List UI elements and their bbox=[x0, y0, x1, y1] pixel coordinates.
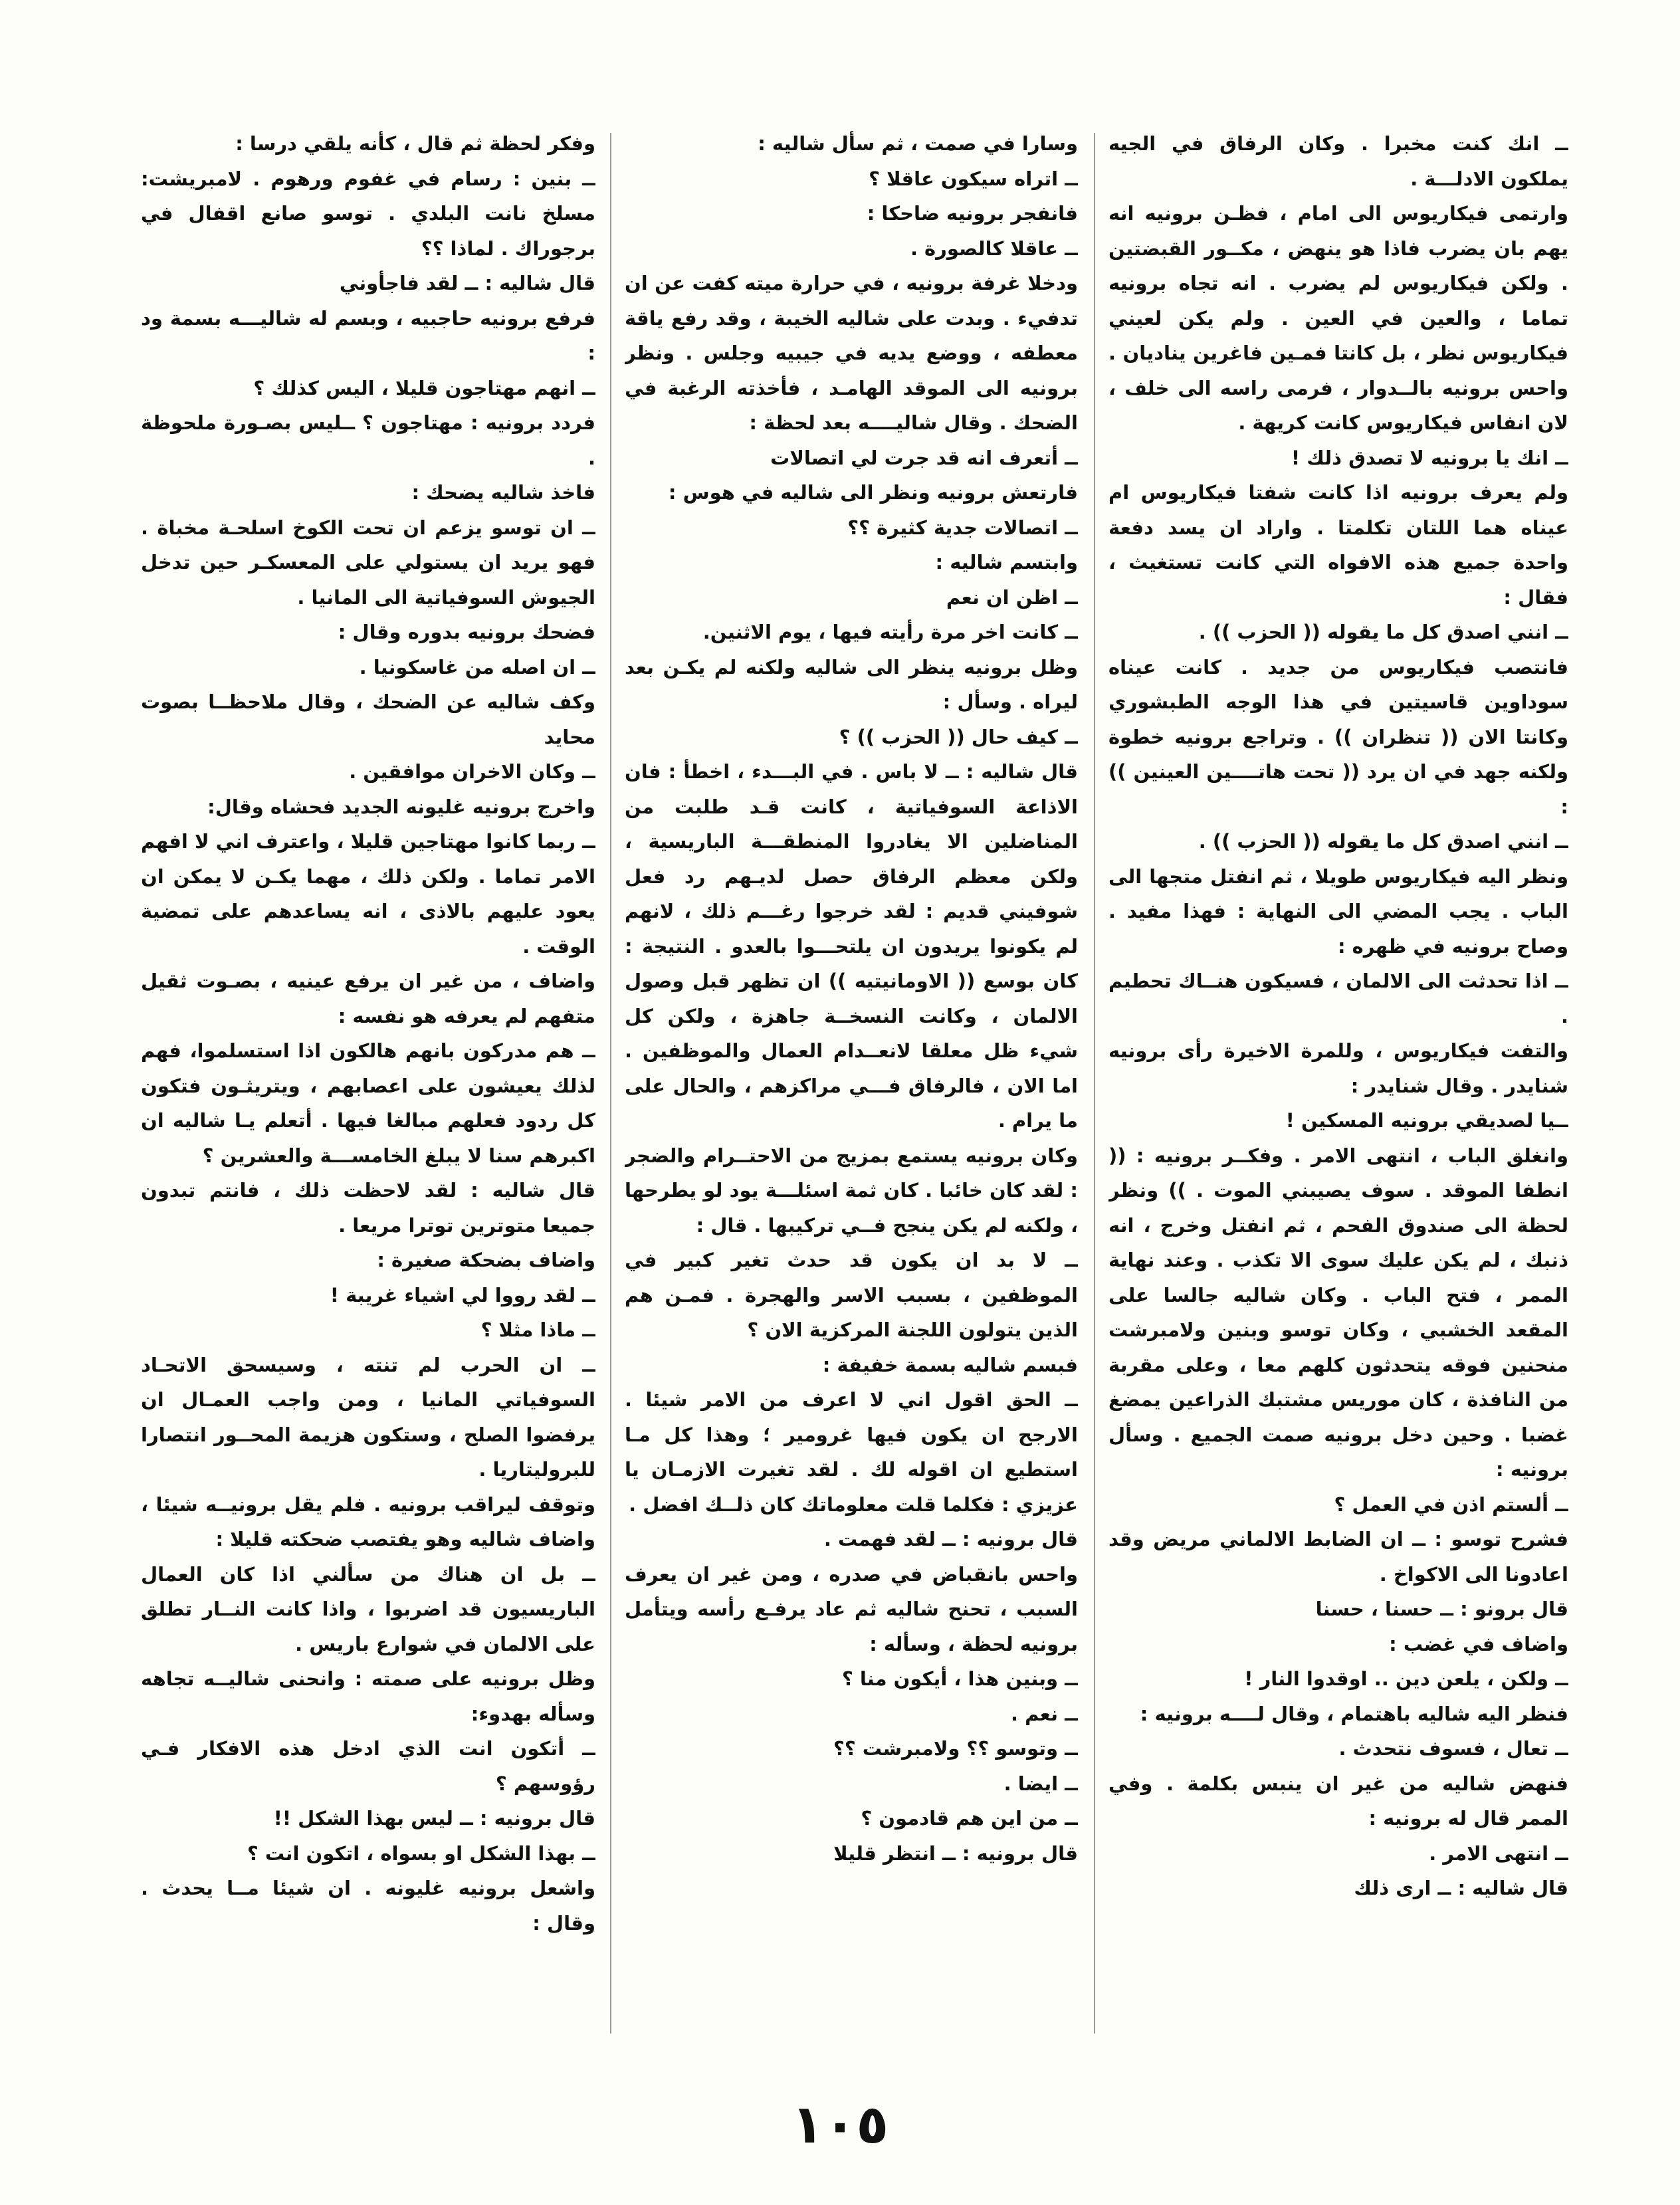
paragraph: ــ أتعرف انه قد جرت لي اتصالات bbox=[770, 446, 1078, 469]
paragraph: فنظر اليه شاليه باهتمام ، وقال لــــه برونيه : bbox=[1140, 1702, 1568, 1725]
paragraph: ــ الحق اقول اني لا اعرف من الامر شيئا . الارجح ان يكون فيها غرومير ؛ وهذا كل مـا استطيع ان اقوله لك . لقد تغيرت الازمـان يا عزيزي : فكلما قلت معلوماتك كان ذلــك افضل . bbox=[625, 1388, 1078, 1516]
paragraph: ــ وكان الاخران موافقين . bbox=[349, 760, 595, 783]
paragraph: ــ لا بد ان يكون قد حدث تغير كبير في الموظفين ، بسبب الاسر والهجرة . فمـن هم الذين يتولون اللجنة المركزية الان ؟ bbox=[625, 1249, 1078, 1341]
paragraph: فردد برونيه : مهتاجون ؟ ــليس بصـورة ملحوظة . bbox=[141, 411, 595, 469]
paragraph: ــ أتكون انت الذي ادخل هذه الافكار فـي رؤوسهم ؟ bbox=[141, 1737, 595, 1795]
paragraph: وسارا في صمت ، ثم سأل شاليه : bbox=[758, 132, 1078, 155]
paragraph: فانتصب فيكاريوس من جديد . كانت عيناه سوداوين قاسيتين في هذا الوجه الطبشوري وكانتا الان (( تنظران )) . وتراجع برونيه خطوة ولكنه جهد في ان يرد (( تحت هاتــــين العينين )) : bbox=[1108, 655, 1568, 818]
paragraph: ــ ان الحرب لم تنته ، وسيسحق الاتحـاد السوفياتي المانيا ، ومن واجب العمـال ان يرفضوا الصلح ، وستكون هزيمة المحــور انتصارا للبروليتاريا . bbox=[141, 1353, 595, 1481]
paragraph: ــ هم مدركون بانهم هالكون اذا استسلموا، فهم لذلك يعيشون على اعصابهم ، ويتريثـون فتكون كل ردود فعلهم مبالغا فيها . أتعلم يـا شاليه ان اكبرهم سنا لا يبلغ الخامســـة والعشرين ؟ bbox=[141, 1039, 595, 1167]
paragraph: واضاف ، من غير ان يرفع عينيه ، بصـوت ثقيل متفهم لم يعرفه هو نفسه : bbox=[141, 970, 595, 1027]
paragraph: ــ ايضا . bbox=[1003, 1772, 1078, 1795]
paragraph: ــ من اين هم قادمون ؟ bbox=[861, 1807, 1078, 1830]
paragraph: ــ انهم مهتاجون قليلا ، اليس كذلك ؟ bbox=[253, 376, 595, 399]
paragraph: والتفت فيكاريوس ، وللمرة الاخيرة رأى برونيه شنايدر . وقال شنايدر : bbox=[1108, 1039, 1568, 1097]
paragraph: ــ انني اصدق كل ما يقوله (( الحزب )) . bbox=[1198, 621, 1568, 643]
paragraph: واضاف في غضب : bbox=[1389, 1632, 1568, 1655]
paragraph: ــ نعم . bbox=[1010, 1702, 1078, 1725]
paragraph: قال برونيه : ــ لقد فهمت . bbox=[823, 1528, 1078, 1550]
paragraph: ــ ان توسو يزعم ان تحت الكوخ اسلحـة مخباة . فهو يريد ان يستولي على المعسكـر حين تدخل الجيوش السوفياتية الى المانيا . bbox=[141, 516, 595, 609]
paragraph: قال برونيه : ــ ليس بهذا الشكل !! bbox=[273, 1807, 595, 1830]
paragraph: وكف شاليه عن الضحك ، وقال ملاحظــا بصوت محايد bbox=[141, 690, 595, 748]
paragraph: ــ اظن ان نعم bbox=[946, 585, 1078, 609]
paragraph: وتوقف ليراقب برونيه . فلم يقل برونيــه شيئا ، واضاف شاليه وهو يفتصب ضحكته قليلا : bbox=[141, 1493, 595, 1550]
paragraph: ــ انتهى الامر . bbox=[1429, 1841, 1568, 1865]
paragraph: فشرح توسو : ــ ان الضابط الالماني مريض وقد اعادونا الى الاكواخ . bbox=[1108, 1528, 1568, 1586]
paragraph: ــيا لصديقي برونيه المسكين ! bbox=[1285, 1109, 1568, 1132]
paragraph: وارتمى فيكاريوس الى امام ، فظـن برونيه انه يهم بان يضرب فاذا هو ينهض ، مكــور القبضتين . ولكن فيكاريوس لم يضرب . انه تجاه برونيه تماما ، والعين في العين . ولم يكن لعيني فيكاريوس نظر ، بل كانتا فمـين فاغرين يناديان . واحس برونيه بالــدوار ، فرمى راسه الى خلف ، لان انفاس فيكاريوس كانت كريهة . bbox=[1108, 202, 1568, 434]
paragraph: ــ انك يا برونيه لا تصدق ذلك ! bbox=[1291, 446, 1568, 469]
paragraph: فانفجر برونيه ضاحكا : bbox=[867, 202, 1078, 225]
paragraph: وظل برونيه ينظر الى شاليه ولكنه لم يكـن بعد ليراه . وسأل : bbox=[625, 655, 1078, 713]
paragraph: واشعل برونيه غليونه . ان شيئا مــا يحدث . وقال : bbox=[141, 1877, 595, 1935]
paragraph: فاخذ شاليه يضحك : bbox=[411, 481, 595, 504]
paragraph: ونظر اليه فيكاريوس طويلا ، ثم انفتل متجها الى الباب . يجب المضي الى النهاية : فهذا مفيد . وصاح برونيه في ظهره : bbox=[1108, 865, 1568, 958]
paragraph: ــ بهذا الشكل او بسواه ، اتكون انت ؟ bbox=[247, 1841, 595, 1865]
text-column-middle bbox=[625, 126, 1078, 2040]
page-number: ١٠٥ bbox=[791, 2093, 889, 2155]
column-divider bbox=[1094, 133, 1095, 2034]
paragraph: فضحك برونيه بدوره وقال : bbox=[338, 621, 595, 643]
paragraph: قال شاليه : ــ لا باس . في البـــدء ، اخطأ : فان الاذاعة السوفياتية ، كانت قـد طلبت من المناضلين الا يغادروا المنطقـــة الباريسية ، ولكن معظم الرفاق حصل لديـهم رد فعل شوفيني قديم : لقد خرجوا رغـــم ذلك ، لانهم لم يكونوا يريدون ان يلتحـــوا بالعدو . النتيجة : كان بوسع (( الاومانيتيه )) ان تظهر قبل وصول الالمان ، وكانت النسخــة جاهزة ، ولكن كل شيء ظل معلقا لانعــدام العمال والموظفين . اما الان ، فالرفاق فـــي مراكزهم ، والحال على ما يرام . bbox=[625, 760, 1078, 1132]
paragraph: فبسم شاليه بسمة خفيفة : bbox=[822, 1353, 1078, 1376]
paragraph: قال شاليه : لقد لاحظت ذلك ، فانتم تبدون جميعا متوترين توترا مريعا . bbox=[141, 1179, 595, 1237]
paragraph: وانغلق الباب ، انتهى الامر . وفكــر برونيه : (( انطفا الموقد . سوف يصيبني الموت . )) ونظر لحظة الى صندوق الفحم ، ثم انفتل وخرج ، انه ذنبك ، لم يكن عليك سوى الا تكذب . وعند نهاية الممر ، فتح الباب . وكان شاليه جالسا على المقعد الخشبي ، وكان توسو وبنين ولامبرشت منحنين فوقه يتحدثون كلهم معا ، وعلى مقربة من النافذة ، كان موريس مشتبك الذراعين يمضغ غضبا . وحين دخل برونيه صمت الجميع . وسأل برونيه : bbox=[1108, 1144, 1568, 1481]
paragraph: قال برونيه : ــ انتظر قليلا bbox=[833, 1841, 1078, 1865]
paragraph: فنهض شاليه من غير ان ينبس بكلمة . وفي الممر قال له برونيه : bbox=[1108, 1772, 1568, 1830]
text-column-right bbox=[1108, 126, 1568, 2040]
paragraph: ــ وبنين هذا ، أيكون منا ؟ bbox=[841, 1667, 1078, 1690]
paragraph: قال برونو : ــ حسنا ، حسنا bbox=[1315, 1598, 1568, 1620]
text-column-left bbox=[141, 126, 595, 2040]
paragraph: ــ وتوسو ؟؟ ولامبرشت ؟؟ bbox=[833, 1737, 1078, 1760]
paragraph: فارتعش برونيه ونظر الى شاليه في هوس : bbox=[668, 481, 1078, 504]
paragraph: قال شاليه : ــ لقد فاجأوني bbox=[339, 272, 595, 294]
paragraph: وابتسم شاليه : bbox=[935, 551, 1078, 574]
paragraph: ــ تعال ، فسوف نتحدث . bbox=[1338, 1737, 1568, 1760]
paragraph: ــ بنين : رسام في غفوم ورهوم . لامبريشت: مسلخ نانت البلدي . توسو صانع اقفال في برجوراك . لماذا ؟؟ bbox=[141, 167, 595, 260]
paragraph: وفكر لحظة ثم قال ، كأنه يلقي درسا : bbox=[235, 132, 595, 155]
paragraph: ــ بل ان هناك من سألني اذا كان العمال الباريسيون قد اضربوا ، واذا كانت النــار تطلق على الالمان في شوارع باريس . bbox=[141, 1562, 595, 1655]
paragraph: ــ انني اصدق كل ما يقوله (( الحزب )) . bbox=[1198, 830, 1568, 853]
paragraph: وكان برونيه يستمع بمزيج من الاحتــرام والضجر : لقد كان خائبا . كان ثمة اسئلـــة يود لو يطرحها ، ولكنه لم يكن ينجح فــي تركيبها . قال : bbox=[625, 1144, 1078, 1237]
paragraph: ــ كانت اخر مرة رأيته فيها ، يوم الاثنين. bbox=[702, 621, 1078, 643]
paragraph: ــ ماذا مثلا ؟ bbox=[480, 1318, 595, 1341]
paragraph: ــ اذا تحدثت الى الالمان ، فسيكون هنــاك تحطيم . bbox=[1108, 970, 1568, 1027]
paragraph: ــ ألستم اذن في العمل ؟ bbox=[1334, 1493, 1568, 1516]
paragraph: ــ كيف حال (( الحزب )) ؟ bbox=[839, 725, 1078, 748]
paragraph: ولم يعرف برونيه اذا كانت شفتا فيكاريوس ام عيناه هما اللتان تكلمتا . واراد ان يسد دفعة واحدة جميع هذه الافواه التي كانت تستغيث ، فقال : bbox=[1108, 481, 1568, 609]
paragraph: ــ عاقلا كالصورة . bbox=[910, 237, 1078, 260]
paragraph: فرفع برونيه حاجبيه ، وبسم له شاليـــه بسمة ود : bbox=[141, 306, 595, 364]
paragraph: ودخلا غرفة برونيه ، في حرارة ميته كفت عن ان تدفيء . وبدت على شاليه الخيبة ، وقد رفع ياقة معطفه ، ووضع يديه في جيبيه وجلس . ونظر برونيه الى الموقد الهامـد ، فأخذته الرغبة في الضحك . وقال شاليــــه بعد لحظة : bbox=[625, 272, 1078, 434]
paragraph: واحس بانقباض في صدره ، ومن غير ان يعرف السبب ، تحنح شاليه ثم عاد يرفـع رأسه ويتأمل برونيه لحظة ، وسأله : bbox=[625, 1562, 1078, 1655]
paragraph: ــ ان اصله من غاسكونيا . bbox=[359, 655, 595, 679]
paragraph: ــ اتصالات جدية كثيرة ؟؟ bbox=[847, 516, 1078, 539]
column-divider bbox=[610, 133, 611, 2034]
paragraph: ــ ولكن ، يلعن دين .. اوقدوا النار ! bbox=[1244, 1667, 1568, 1690]
paragraph: واضاف بضحكة صغيرة : bbox=[377, 1249, 595, 1271]
paragraph: ــ ربما كانوا مهتاجين قليلا ، واعترف اني لا افهم الامر تماما . ولكن ذلك ، مهما يكـن لا يمكن ان يعود عليهم بالاذى ، انه يساعدهم على تمضية الوقت . bbox=[141, 830, 595, 958]
paragraph: وظل برونيه على صمته : وانحنى شاليــه تجاهه وسأله بهدوء: bbox=[141, 1667, 595, 1725]
paragraph: واخرج برونيه غليونه الجديد فحشاه وقال: bbox=[207, 795, 595, 818]
paragraph: ــ اتراه سيكون عاقلا ؟ bbox=[869, 167, 1078, 190]
paragraph: ــ لقد رووا لي اشياء غريبة ! bbox=[330, 1283, 595, 1307]
paragraph: قال شاليه : ــ ارى ذلك bbox=[1354, 1877, 1568, 1899]
paragraph: ــ انك كنت مخبرا . وكان الرفاق في الجيه يملكون الادلـــة . bbox=[1108, 132, 1568, 190]
